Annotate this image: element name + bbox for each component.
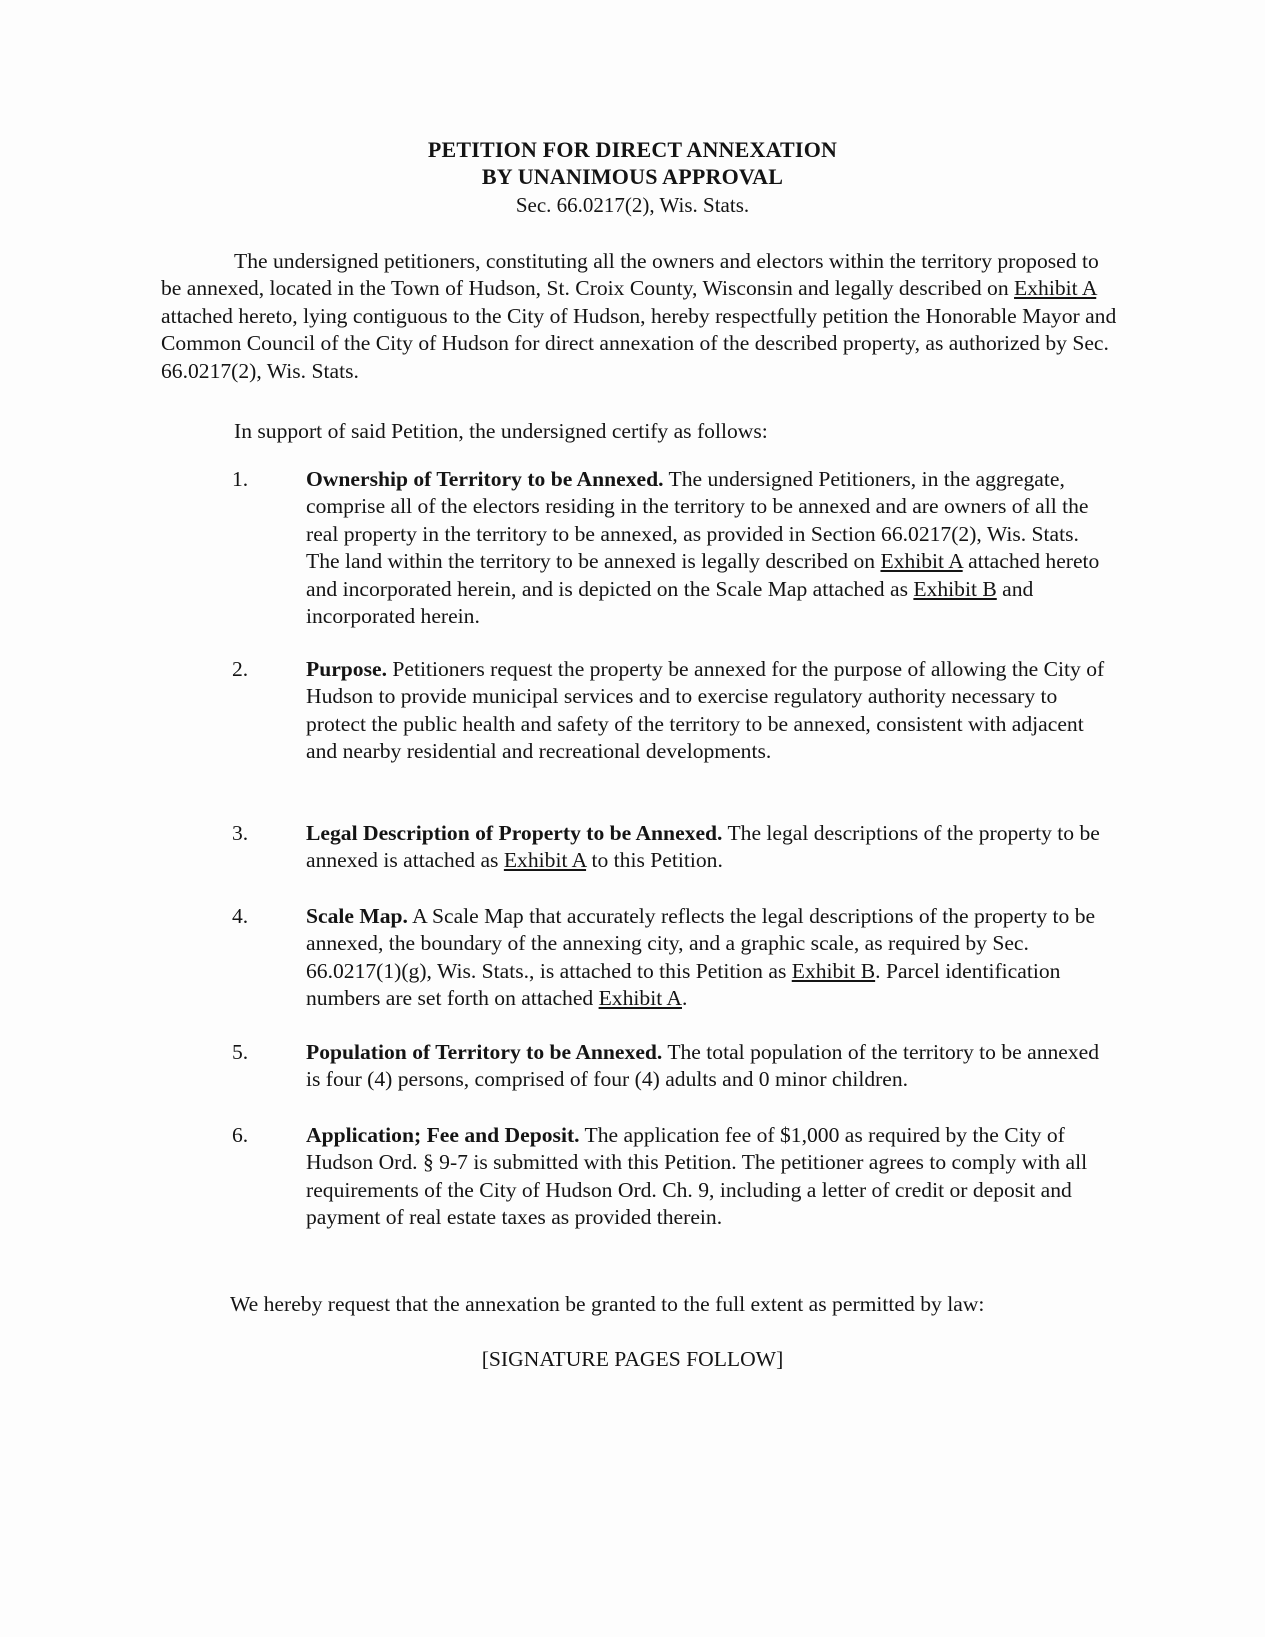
item-body (306, 820, 1112, 875)
statute-reference: Sec. 66.0217(2), Wis. Stats. (515, 193, 750, 217)
item-text: Petitioners request the property be annexed for the purpose of allowing the City of Hudson to provide municipal services and to exercise regulatory authority necessary to protect the public health and safety of the territory to be annexed, consistent with adjacent and nearby residential and recreational developments. (306, 657, 1105, 764)
item-text: and incorporated herein. (306, 576, 1034, 629)
item-number: 1. (232, 467, 249, 491)
exhibit-a-reference: Exhibit A (880, 549, 963, 574)
exhibit-a-reference: Exhibit A (598, 986, 682, 1011)
item-body (306, 466, 1112, 630)
exhibit-b-reference: Exhibit B (913, 576, 997, 601)
item-text: attached hereto and incorporated herein, and is depicted on the Scale Map attached as (306, 549, 1100, 601)
item-text: The legal descriptions of the property to be annexed is attached as (306, 821, 1100, 873)
item-number: 5. (232, 1040, 249, 1064)
item-body (306, 1122, 1112, 1232)
item-heading: Legal Description of Property to be Annexed. (306, 821, 723, 845)
item-heading: Population of Territory to be Annexed. (306, 1040, 663, 1064)
exhibit-a-reference: Exhibit A (503, 848, 587, 873)
item-text: . Parcel identification numbers are set forth on attached (306, 958, 1061, 1011)
item-body (306, 903, 1112, 1013)
item-number: 3. (232, 821, 249, 845)
item-text: The undersigned Petitioners, in the aggregate, comprise all of the electors residing in the territory to be annexed and are owners of all the real property in the territory to be annexed, as provided in Section 66.0217(2), Wis. Stats. The land within the territory to be annexed is legally described on (306, 467, 1089, 574)
request-statement: We hereby request that the annexation be granted to the full extent as permitted by law: (230, 1292, 985, 1316)
item-heading: Purpose. (306, 657, 387, 681)
intro-text-2: attached hereto, lying contiguous to the City of Hudson, hereby respectfully petition the Honorable Mayor and Common Council of the City of Hudson for direct annexation of the described property, as authorized by Sec. 66.0217(2), Wis. Stats. (161, 303, 1117, 383)
support-statement: In support of said Petition, the undersigned certify as follows: (234, 419, 768, 443)
item-text: . (682, 986, 688, 1011)
item-text: to this Petition. (586, 848, 723, 873)
item-number: 4. (232, 904, 249, 928)
item-heading: Ownership of Territory to be Annexed. (306, 467, 664, 491)
exhibit-b-reference: Exhibit B (791, 958, 876, 983)
intro-text-1: The undersigned petitioners, constituting all the owners and electors within the territory proposed to be annexed, located in the Town of Hudson, St. Croix County, Wisconsin and legally described on (161, 249, 1099, 301)
item-heading: Scale Map. (306, 904, 408, 928)
exhibit-a-reference: Exhibit A (1014, 276, 1097, 301)
title-block (0, 136, 1265, 219)
document-title-line-2: BY UNANIMOUS APPROVAL (481, 164, 784, 189)
intro-paragraph (161, 248, 1121, 385)
item-number: 6. (232, 1123, 249, 1147)
item-number: 2. (232, 657, 249, 681)
signature-pages-note: [SIGNATURE PAGES FOLLOW] (481, 1347, 784, 1371)
item-text: A Scale Map that accurately reflects the legal descriptions of the property to be annexed, the boundary of the annexing city, and a graphic scale, as required by Sec. 66.0217(1)(g), Wis. Stats., is attached to this Petition as (306, 904, 1096, 983)
item-heading: Application; Fee and Deposit. (306, 1123, 580, 1147)
item-body (306, 1039, 1112, 1094)
item-text: The application fee of $1,000 as required by the City of Hudson Ord. § 9-7 is submitted with this Petition. The petitioner agrees to comply with all requirements of the City of Hudson Ord. Ch. 9, including a letter of credit or deposit and payment of real estate taxes as provided therein. (306, 1123, 1088, 1230)
item-body (306, 656, 1112, 766)
item-text: The total population of the territory to be annexed is four (4) persons, comprised of four (4) adults and 0 minor children. (306, 1040, 1100, 1092)
document-title-line-1: PETITION FOR DIRECT ANNEXATION (427, 137, 838, 162)
